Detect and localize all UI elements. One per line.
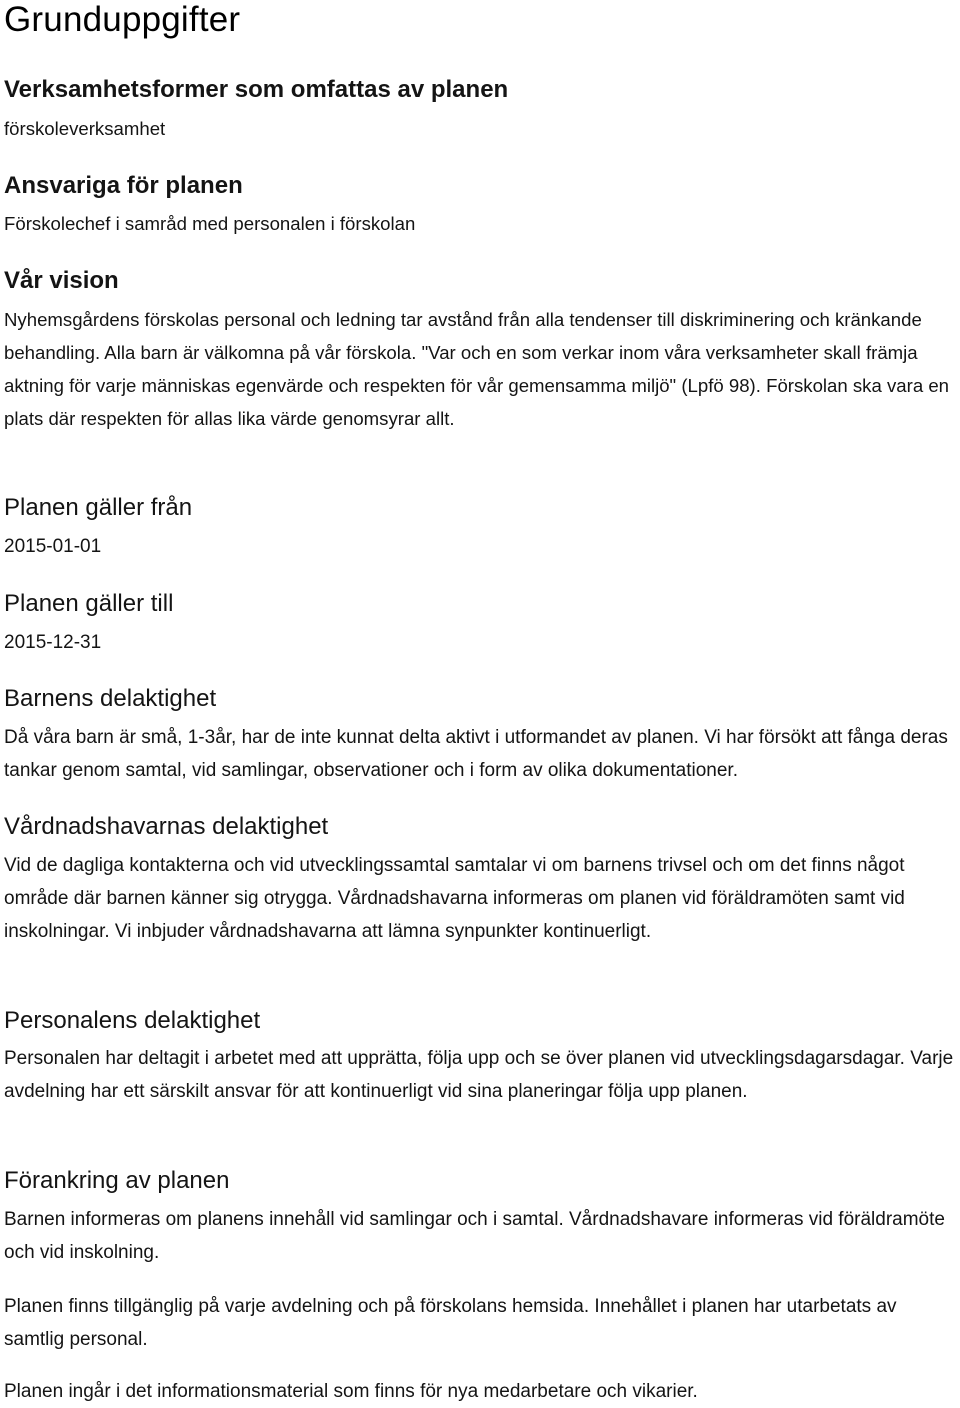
section-heading-vision: Vår vision <box>4 267 119 294</box>
section-heading-galler-till: Planen gäller till <box>4 590 174 617</box>
section-heading-verksamhetsformer: Verksamhetsformer som omfattas av planen <box>4 76 509 103</box>
section-text-verksamhetsformer: förskoleverksamhet <box>4 118 166 139</box>
section-heading-personalens: Personalens delaktighet <box>4 1007 261 1034</box>
section-text-barnens: Då våra barn är små, 1-3år, har de inte kunnat delta aktivt i utformandet av planen. Vi har försökt att fånga deras tankar genom samtal, vid samlingar, observationer och i form av olika dokumentationer. <box>4 727 948 781</box>
section-heading-ansvariga: Ansvariga för planen <box>4 172 243 199</box>
section-heading-barnens: Barnens delaktighet <box>4 685 217 712</box>
section-text-ansvariga: Förskolechef i samråd med personalen i förskolan <box>4 213 416 234</box>
section-text-forankring-2: Planen finns tillgänglig på varje avdelning och på förskolans hemsida. Innehållet i planen har utarbetats av samtlig personal. <box>4 1296 897 1350</box>
section-heading-vardnadshavarnas: Vårdnadshavarnas delaktighet <box>4 813 329 840</box>
section-heading-galler-fran: Planen gäller från <box>4 494 193 521</box>
section-text-personalens: Personalen har deltagit i arbetet med att upprätta, följa upp och se över planen vid utvecklingsdagarsdagar. Varje avdelning har ett särskilt ansvar för att kontinuerligt vid sina planeringar följa upp planen. <box>4 1048 954 1102</box>
section-text-vardnadshavarnas: Vid de dagliga kontakterna och vid utvecklingssamtal samtalar vi om barnens trivsel och om det finns något område där barnen känner sig otrygga. Vårdnadshavarna informeras om planen vid föräldramöten samt vid inskolningar. Vi inbjuder vårdnadshavarna att lämna synpunkter kontinuerligt. <box>4 855 905 942</box>
section-text-vision: Nyhemsgårdens förskolas personal och ledning tar avstånd från alla tendenser till diskriminering och kränkande behandling. Alla barn är välkomna på vår förskola. "Var och en som verkar inom våra verksamheter skall främja aktning för varje människas egenvärde och respekten för vår gemensamma miljö" (Lpfö 98). Förskolan ska vara en plats där respekten för allas lika värde genomsyrar allt. <box>4 309 950 429</box>
section-text-galler-till: 2015-12-31 <box>4 632 102 653</box>
section-text-galler-fran: 2015-01-01 <box>4 536 102 557</box>
section-text-forankring-3: Planen ingår i det informationsmaterial som finns för nya medarbetare och vikarier. <box>4 1381 698 1402</box>
page-title: Grunduppgifter <box>4 0 241 39</box>
section-heading-forankring: Förankring av planen <box>4 1167 230 1194</box>
section-text-forankring-1: Barnen informeras om planens innehåll vid samlingar och i samtal. Vårdnadshavare informeras vid föräldramöte och vid inskolning. <box>4 1209 945 1263</box>
